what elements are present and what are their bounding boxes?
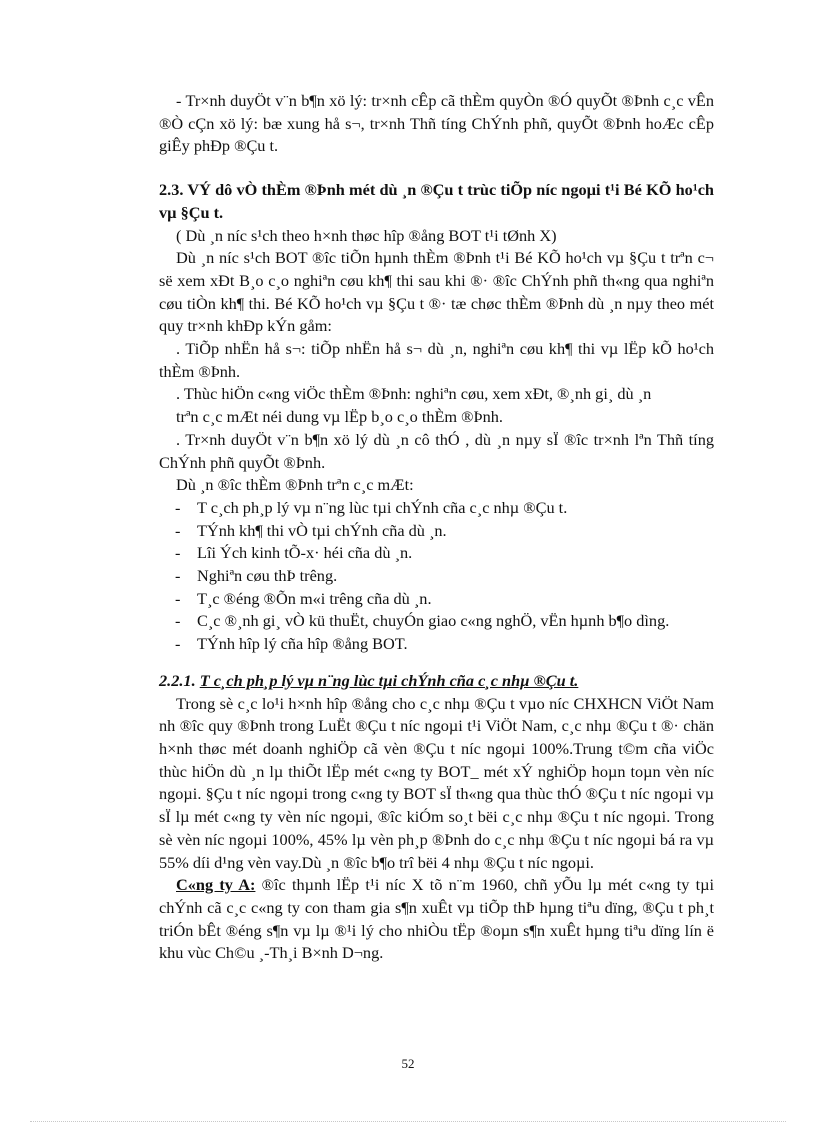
paragraph: trªn c¸c mÆt néi dung vµ lËp b¸o c¸o thÈm ®Þnh. [176, 407, 503, 427]
list-item: - C¸c ®¸nh gi¸ vÒ kü thuËt, chuyÓn giao c«ng nghÖ, vËn hµnh b¶o dìng. [175, 611, 670, 631]
heading-number: 2.2.1. [159, 670, 196, 690]
paragraph: Dù ¸n ®îc thÈm ®Þnh trªn c¸c mÆt: [176, 475, 414, 495]
paragraph: . Tr×nh duyÖt v¨n b¶n xö lý dù ¸n cô thÓ , dù ¸n nµy sÏ ®îc tr×nh lªn Thñ tíng ChÝnh phñ quyÕt ®Þnh. [159, 429, 714, 472]
list-item: - T¸c ®éng ®Õn m«i trêng cña dù ¸n. [175, 588, 432, 608]
list-item: - T c¸ch ph¸p lý vµ n¨ng lùc tµi chÝnh cña c¸c nhµ ®Çu t. [175, 497, 568, 517]
criteria-list [159, 497, 714, 656]
list-item: - Lîi Ých kinh tÕ-x· héi cña dù ¸n. [175, 543, 413, 563]
document-body [159, 90, 714, 965]
list-item: - TÝnh hîp lý cña hîp ®ång BOT. [175, 634, 408, 654]
paragraph: C«ng ty A: ®îc thµnh lËp t¹i níc X tõ n¨m 1960, chñ yÕu lµ mét c«ng ty tµi chÝnh cã c¸c c«ng ty con tham gia s¶n xuÊt vµ tiÕp thÞ hµng tiªu dïng, ®Çu t ph¸t triÓn bÊt ®éng s¶n vµ lµ ®¹i lý cho nhiÒu tËp ®oµn s¶n xuÊt hµng tiªu dïng lín ë khu vùc Ch©u ¸-Th¸i B×nh D¬ng. [159, 875, 715, 963]
page-number: 52 [401, 1056, 415, 1071]
section-heading-2-2-1 [159, 670, 714, 693]
paragraph: ( Dù ¸n níc s¹ch theo h×nh thøc hîp ®ång BOT t¹i tØnh X) [176, 225, 557, 245]
section-heading-2-3: 2.3. VÝ dô vÒ thÈm ®Þnh mét dù ¸n ®Çu t trùc tiÕp níc ngoµi t¹i Bé KÕ ho¹ch vµ §Çu t. [159, 180, 714, 222]
list-item: - Nghiªn cøu thÞ trêng. [175, 566, 338, 586]
paragraph: . TiÕp nhËn hå s¬: tiÕp nhËn hå s¬ dù ¸n, nghiªn cøu kh¶ thi vµ lËp kÕ ho¹ch thÈm ®Þnh. [159, 339, 714, 381]
list-item: - TÝnh kh¶ thi vÒ tµi chÝnh cña dù ¸n. [175, 520, 447, 540]
paragraph: - Tr×nh duyÖt v¨n b¶n xö lý: tr×nh cÊp cã thÈm quyÒn ®Ó quyÕt ®Þnh c¸c vÊn ®Ò cÇn xö lý: bæ xung hå s¬, tr×nh Thñ tíng ChÝnh phñ, quyÕt ®Þnh hoÆc cÊp giÊy phÐp ®Çu t. [159, 91, 714, 156]
heading-title: T c¸ch ph¸p lý vµ n¨ng lùc tµi chÝnh cña c¸c nhµ ®Çu t. [199, 670, 579, 690]
paragraph: . Thùc hiÖn c«ng viÖc thÈm ®Þnh: nghiªn cøu, xem xÐt, ®¸nh gi¸ dù ¸n [176, 384, 652, 404]
company-label: C«ng ty A: [176, 875, 256, 895]
paragraph: Trong sè c¸c lo¹i h×nh hîp ®ång cho c¸c nhµ ®Çu t vµo níc CHXHCN ViÖt Nam nh ®îc quy ®Þnh trong LuËt ®Çu t níc ngoµi t¹i ViÖt Nam, c¸c nhµ ®Çu t ®· chän h×nh thøc mét doanh nghiÖp cã vèn ®Çu t níc ngoµi 100%.Trung t©m cña viÖc thùc hiÖn dù ¸n lµ thiÕt lËp mét c«ng ty BOT_ mét xÝ nghiÖp hoµn toµn vèn níc ngoµi. §Çu t níc ngoµi trong c«ng ty BOT sÏ th«ng qua thùc thÓ ®Çu t níc ngoµi vµ sÏ lµ mét c«ng ty vèn níc ngoµi, ®îc kiÓm so¸t bëi c¸c nhµ ®Çu t níc ngoµi. Trong sè vèn níc ngoµi 100%, 45% lµ vèn ph¸p ®Þnh do c¸c nhµ ®Çu t níc ngoµi bá ra vµ 55% díi d¹ng vèn vay.Dù ¸n ®îc b¶o trî bëi 4 nhµ ®Çu t níc ngoµi. [159, 693, 714, 872]
paragraph: Dù ¸n níc s¹ch BOT ®îc tiÕn hµnh thÈm ®Þnh t¹i Bé KÕ ho¹ch vµ §Çu t trªn c¬ së xem xÐt B¸o c¸o nghiªn cøu kh¶ thi sau khi ®· ®îc ChÝnh phñ th«ng qua nghiªn cøu tiÒn kh¶ thi. Bé KÕ ho¹ch vµ §Çu t ®· tæ chøc thÈm ®Þnh dù ¸n nµy theo mét quy tr×nh khÐp kÝn gåm: [159, 248, 714, 336]
page-bottom-divider [30, 1121, 786, 1122]
